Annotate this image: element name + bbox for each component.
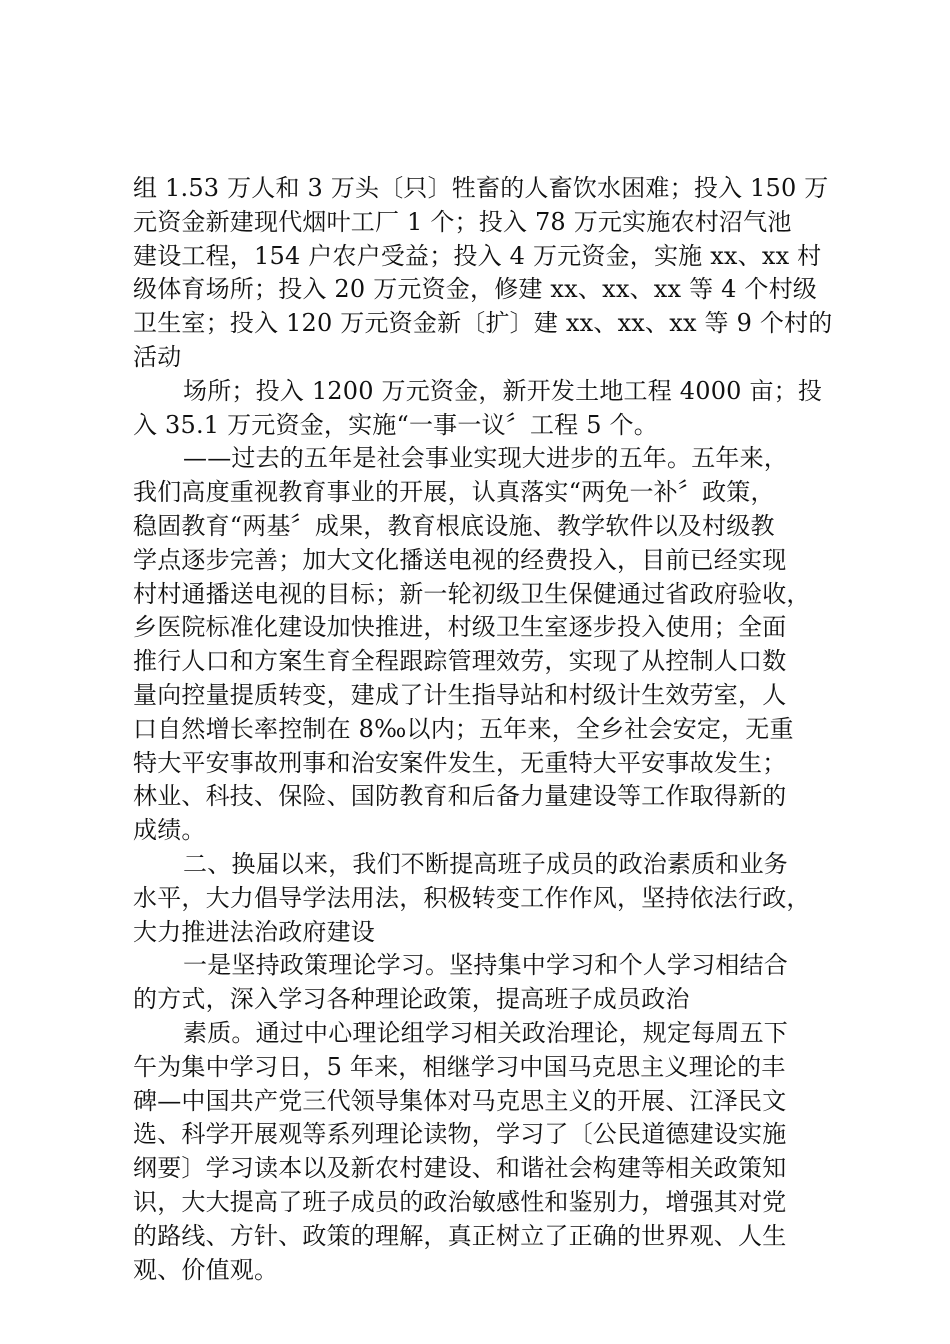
text-line: 识，大大提高了班子成员的政治敏感性和鉴别力，增强其对党	[133, 1187, 787, 1216]
text-line: 特大平安事故刑事和治安案件发生，无重特大平安事故发生；	[133, 748, 787, 777]
section-heading-line: 水平，大力倡导学法用法，积极转变工作作风，坚持依法行政，	[133, 883, 811, 912]
section-heading-line: 大力推进法治政府建设	[133, 917, 375, 946]
section-heading-line: 二、换届以来，我们不断提高班子成员的政治素质和业务	[183, 849, 788, 878]
text-line: 的方式，深入学习各种理论政策，提高班子成员政治	[133, 985, 690, 1014]
paragraph-start-line: 一是坚持政策理论学习。坚持集中学习和个人学习相结合	[183, 951, 788, 980]
text-line: 入 35.1 万元资金，实施“一事一议〞工程 5 个。	[133, 410, 658, 439]
text-line: 碑—中国共产党三代领导集体对马克思主义的开展、江泽民文	[133, 1086, 787, 1115]
text-line: 建设工程，154 户农户受益；投入 4 万元资金，实施 xx、xx 村	[133, 241, 822, 270]
text-line: 纲要〕学习读本以及新农村建设、和谐社会构建等相关政策知	[133, 1154, 787, 1183]
text-line: 级体育场所；投入 20 万元资金，修建 xx、xx、xx 等 4 个村级	[133, 275, 817, 304]
text-line: 午为集中学习日，5 年来，相继学习中国马克思主义理论的丰	[133, 1052, 786, 1081]
text-line: 的路线、方针、政策的理解，真正树立了正确的世界观、人生	[133, 1221, 787, 1250]
document-body	[133, 172, 833, 1287]
text-line: 成绩。	[133, 816, 206, 845]
text-line: 活动	[133, 342, 182, 371]
text-line: 林业、科技、保险、国防教育和后备力量建设等工作取得新的	[133, 782, 787, 811]
paragraph-start-line: ——过去的五年是社会事业实现大进步的五年。五年来，	[183, 444, 788, 473]
text-line: 推行人口和方案生育全程跟踪管理效劳，实现了从控制人口数	[133, 647, 787, 676]
text-line: 选、科学开展观等系列理论读物，学习了〔公民道德建设实施	[133, 1120, 787, 1149]
text-line: 我们高度重视教育事业的开展，认真落实“两免一补〞政策，	[133, 478, 775, 507]
text-line: 乡医院标准化建设加快推进，村级卫生室逐步投入使用；全面	[133, 613, 787, 642]
paragraph-start-line: 素质。通过中心理论组学习相关政治理论，规定每周五下	[183, 1018, 788, 1047]
text-line: 组 1.53 万人和 3 万头〔只〕牲畜的人畜饮水困难；投入 150 万	[133, 174, 829, 202]
text-line: 学点逐步完善；加大文化播送电视的经费投入，目前已经实现	[133, 545, 787, 574]
text-line: 卫生室；投入 120 万元资金新〔扩〕建 xx、xx、xx 等 9 个村的	[133, 309, 833, 338]
text-line: 村村通播送电视的目标；新一轮初级卫生保健通过省政府验收，	[133, 579, 811, 608]
text-line: 稳固教育“两基〞成果，教育根底设施、教学软件以及村级教	[133, 511, 775, 540]
text-line: 观、价值观。	[133, 1255, 279, 1284]
text-line: 口自然增长率控制在 8‰以内；五年来，全乡社会安定，无重	[133, 714, 794, 743]
paragraph-start-line: 场所；投入 1200 万元资金，新开发土地工程 4000 亩；投	[183, 376, 823, 405]
text-line: 元资金新建现代烟叶工厂 1 个；投入 78 万元实施农村沼气池	[133, 207, 792, 236]
text-line: 量向控量提质转变，建成了计生指导站和村级计生效劳室，人	[133, 680, 787, 709]
